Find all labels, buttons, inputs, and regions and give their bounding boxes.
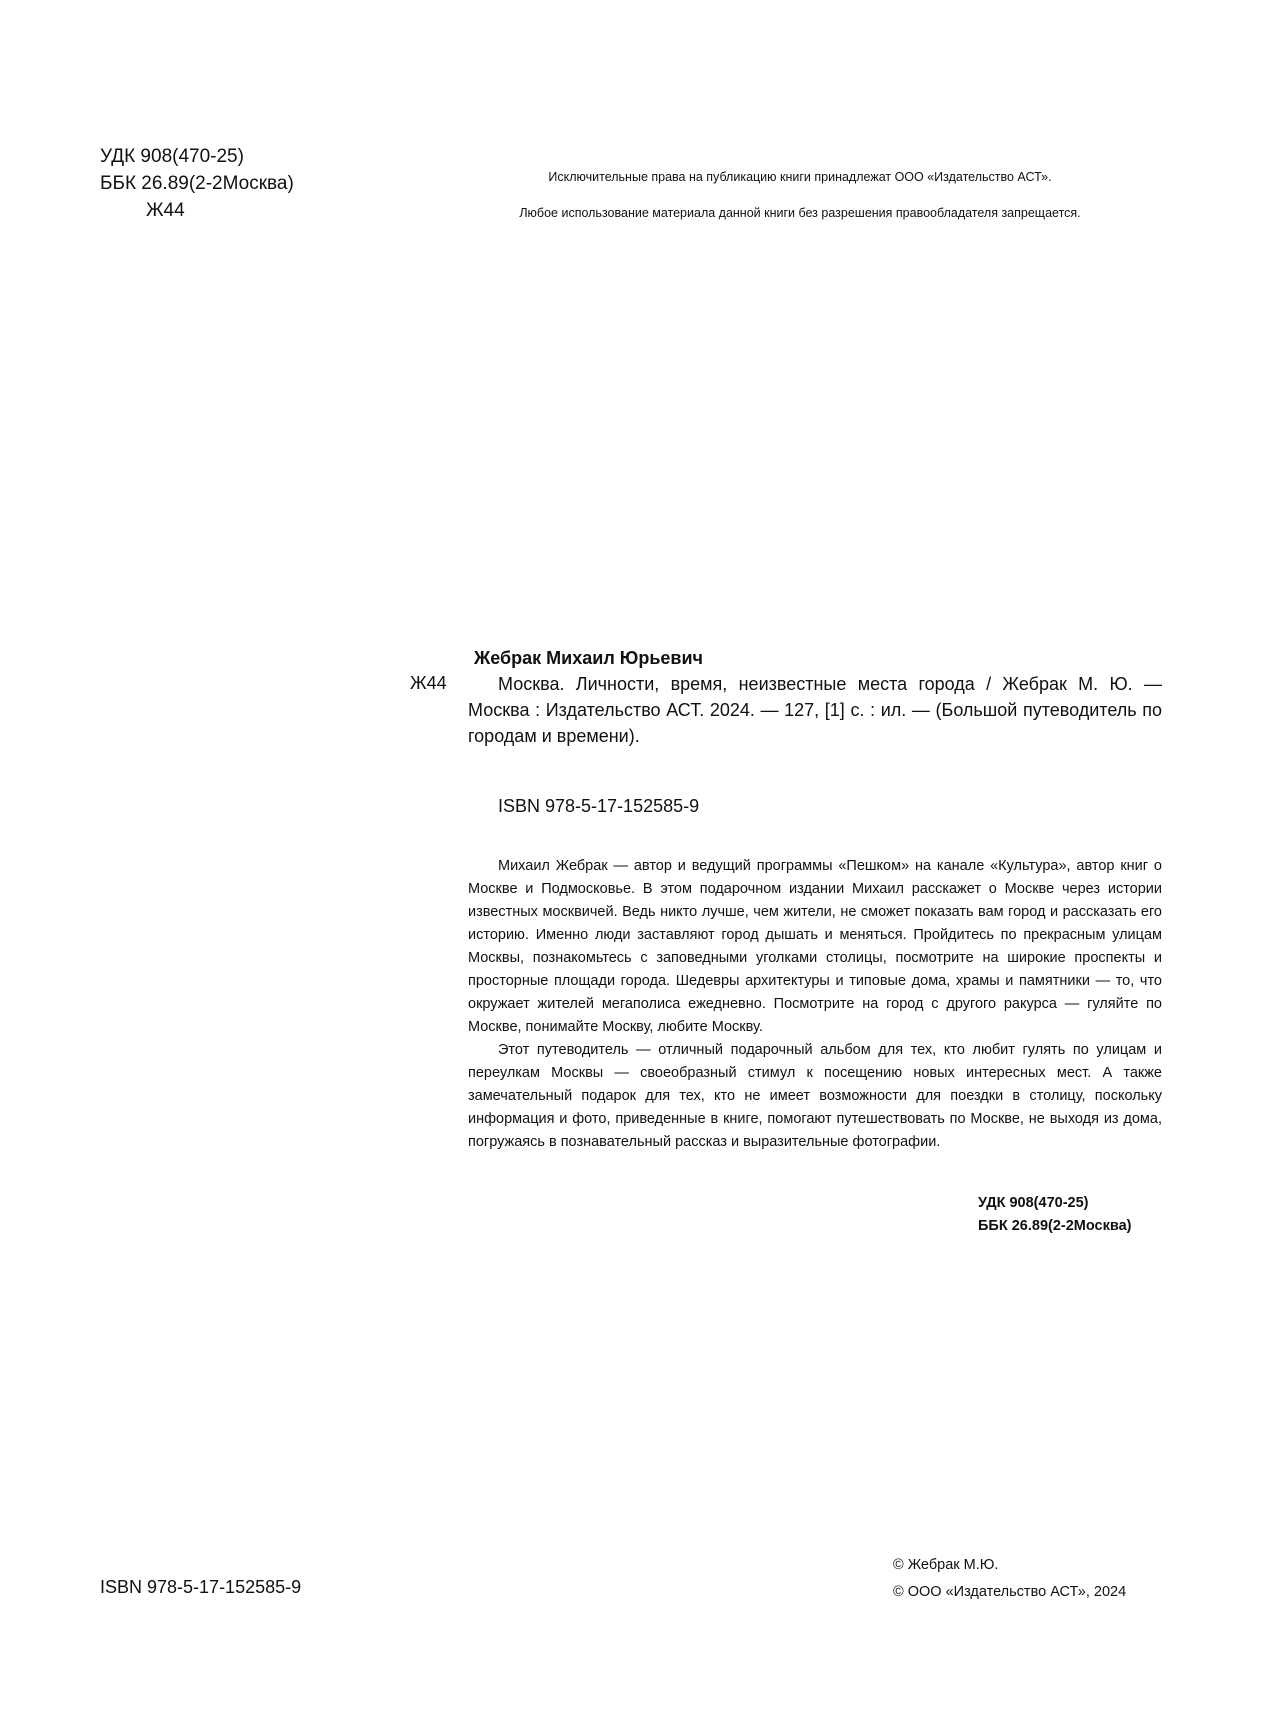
udk-code-bottom: УДК 908(470-25) xyxy=(978,1195,1089,1211)
catalog-author: Жебрак Михаил Юрьевич xyxy=(474,648,703,668)
copyright-author: © Жебрак М.Ю. xyxy=(893,1557,999,1573)
bibliographic-description: Москва. Личности, время, неизвестные места города / Жебрак М. Ю. — Москва : Издательство АСТ. 2024. — 127, [1] с. : ил. — (Большой путеводитель по городам и времени). xyxy=(468,674,1162,746)
catalog-isbn: ISBN 978-5-17-152585-9 xyxy=(498,796,700,816)
udk-code: УДК 908(470-25) xyxy=(100,146,244,167)
author-mark: Ж44 xyxy=(146,200,185,221)
book-annotation xyxy=(468,855,1162,1154)
copyright-publisher: © ООО «Издательство АСТ», 2024 xyxy=(893,1584,1127,1600)
usage-prohibition-notice: Любое использование материала данной книги без разрешения правообладателя запрещается. xyxy=(519,206,1081,220)
copyright-block xyxy=(893,1552,1126,1606)
classification-codes xyxy=(978,1192,1131,1238)
bbk-code-bottom: ББК 26.89(2-2Москва) xyxy=(978,1218,1132,1234)
footer-isbn: ISBN 978-5-17-152585-9 xyxy=(100,1577,302,1597)
annotation-paragraph-2: Этот путеводитель — отличный подарочный альбом для тех, кто любит гулять по улицам и переулкам Москвы — своеобразный стимул к посещению новых интересных мест. А также замечательный подарок для тех, кто не имеет возможности для поездки в столицу, поскольку информация и фото, приведенные в книге, помогают путешествовать по Москве, не выходя из дома, погружаясь в познавательный рассказ и выразительные фотографии. xyxy=(468,1042,1162,1150)
bbk-code: ББК 26.89(2-2Москва) xyxy=(100,173,294,194)
header-classification-block xyxy=(100,143,294,224)
annotation-paragraph-1: Михаил Жебрак — автор и ведущий программы «Пешком» на канале «Культура», автор книг о Москве и Подмосковье. В этом подарочном издании Михаил расскажет о Москве через истории известных москвичей. Ведь никто лучше, чем жители, не сможет показать вам город и рассказать его историю. Именно люди заставляют город дышать и меняться. Пройдитесь по прекрасным улицам Москвы, познакомьтесь с заповедными уголками столицы, посмотрите на широкие проспекты и просторные площади города. Шедевры архитектуры и типовые дома, храмы и памятники — то, что окружает жителей мегаполиса ежедневно. Посмотрите на город с другого ракурса — гуляйте по Москве, понимайте Москву, любите Москву. xyxy=(468,858,1162,1035)
exclusive-rights-notice: Исключительные права на публикацию книги принадлежат ООО «Издательство АСТ». xyxy=(548,170,1052,184)
catalog-shelf-mark: Ж44 xyxy=(410,673,447,693)
